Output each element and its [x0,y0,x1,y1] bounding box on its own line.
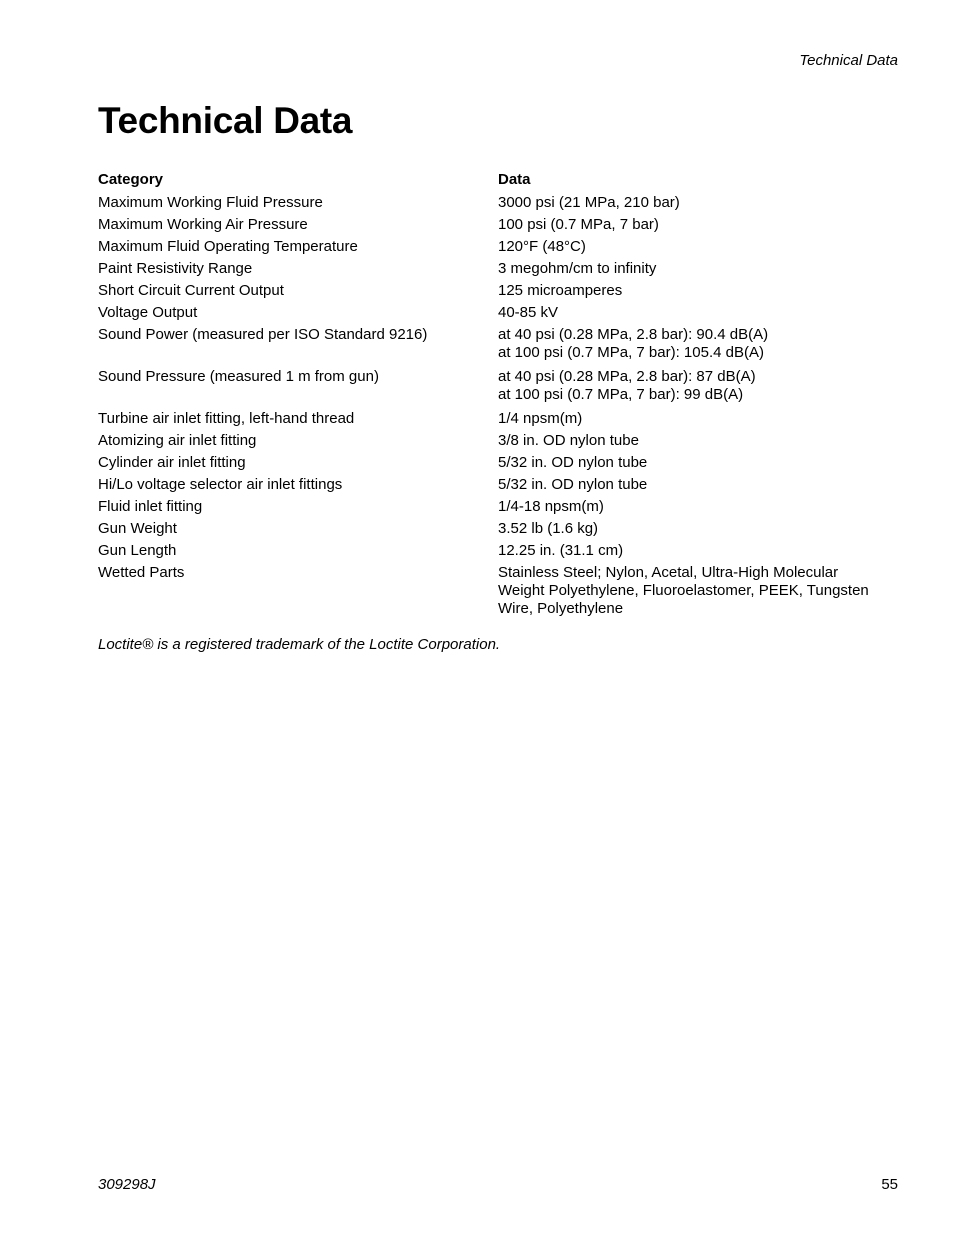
row-data [498,366,898,408]
row-data-line: Wire, Polyethylene [498,600,624,617]
table-row [98,474,898,496]
row-data [498,474,898,496]
row-data-line: 5/32 in. OD nylon tube [498,454,648,471]
row-data-line: Stainless Steel; Nylon, Acetal, Ultra-High Molecular [498,564,839,581]
row-category: Gun Length [98,542,177,559]
row-data-line: 1/4 npsm(m) [498,410,583,427]
row-category: Short Circuit Current Output [98,282,284,299]
table-row [98,258,898,280]
row-data [498,236,898,258]
row-data [498,452,898,474]
table-row [98,366,898,408]
row-category: Maximum Fluid Operating Temperature [98,238,358,255]
row-category: Sound Pressure (measured 1 m from gun) [98,368,379,385]
table-row [98,302,898,324]
table-row [98,324,898,366]
row-data [498,280,898,302]
row-category: Hi/Lo voltage selector air inlet fittings [98,476,343,493]
row-data-line: 120°F (48°C) [498,238,586,255]
row-data-line: 40-85 kV [498,304,559,321]
row-data [498,324,898,366]
row-data [498,562,898,622]
table-row [98,236,898,258]
trademark-note: Loctite® is a registered trademark of the Loctite Corporation. [98,636,501,653]
table-row [98,562,898,622]
row-category: Sound Power (measured per ISO Standard 9216) [98,326,428,343]
row-data [498,258,898,280]
table-row [98,408,898,430]
row-category: Voltage Output [98,304,198,321]
document-number: 309298J [98,1176,156,1193]
row-category: Paint Resistivity Range [98,260,253,277]
row-data [498,518,898,540]
row-data-line: 1/4-18 npsm(m) [498,498,604,515]
row-category: Maximum Working Fluid Pressure [98,194,323,211]
row-data-line: 3/8 in. OD nylon tube [498,432,639,449]
row-data-line: 100 psi (0.7 MPa, 7 bar) [498,216,659,233]
row-data-line: 5/32 in. OD nylon tube [498,476,648,493]
row-data-line: at 100 psi (0.7 MPa, 7 bar): 105.4 dB(A) [498,344,764,361]
running-header: Technical Data [799,52,898,69]
row-data [498,214,898,236]
table-body [98,192,898,622]
row-category: Cylinder air inlet fitting [98,454,246,471]
row-data-line: Weight Polyethylene, Fluoroelastomer, PEEK, Tungsten [498,582,869,599]
table-row [98,280,898,302]
row-data-line: 3000 psi (21 MPa, 210 bar) [498,194,680,211]
table-header-row [98,170,898,192]
row-data-line: at 40 psi (0.28 MPa, 2.8 bar): 90.4 dB(A) [498,326,769,343]
table-row [98,496,898,518]
row-data [498,408,898,430]
table-row [98,214,898,236]
technical-data-table [98,170,898,622]
column-header-data: Data [498,171,531,188]
row-category: Atomizing air inlet fitting [98,432,257,449]
page-number: 55 [881,1176,898,1193]
row-data [498,302,898,324]
row-category: Maximum Working Air Pressure [98,216,308,233]
row-category: Wetted Parts [98,564,185,581]
row-category: Gun Weight [98,520,177,537]
table-row [98,518,898,540]
table-row [98,452,898,474]
column-header-category: Category [98,171,164,188]
table-row [98,430,898,452]
row-data [498,192,898,214]
row-category: Turbine air inlet fitting, left-hand thread [98,410,355,427]
row-data [498,540,898,562]
row-data-line: 3.52 lb (1.6 kg) [498,520,599,537]
row-data-line: at 100 psi (0.7 MPa, 7 bar): 99 dB(A) [498,386,744,403]
row-data-line: 125 microamperes [498,282,623,299]
row-data-line: 3 megohm/cm to infinity [498,260,657,277]
page-title: Technical Data [98,100,353,141]
table-header [98,170,898,192]
table-row [98,192,898,214]
row-category: Fluid inlet fitting [98,498,203,515]
row-data [498,496,898,518]
row-data-line: at 40 psi (0.28 MPa, 2.8 bar): 87 dB(A) [498,368,756,385]
row-data-line: 12.25 in. (31.1 cm) [498,542,624,559]
row-data [498,430,898,452]
table-row [98,540,898,562]
